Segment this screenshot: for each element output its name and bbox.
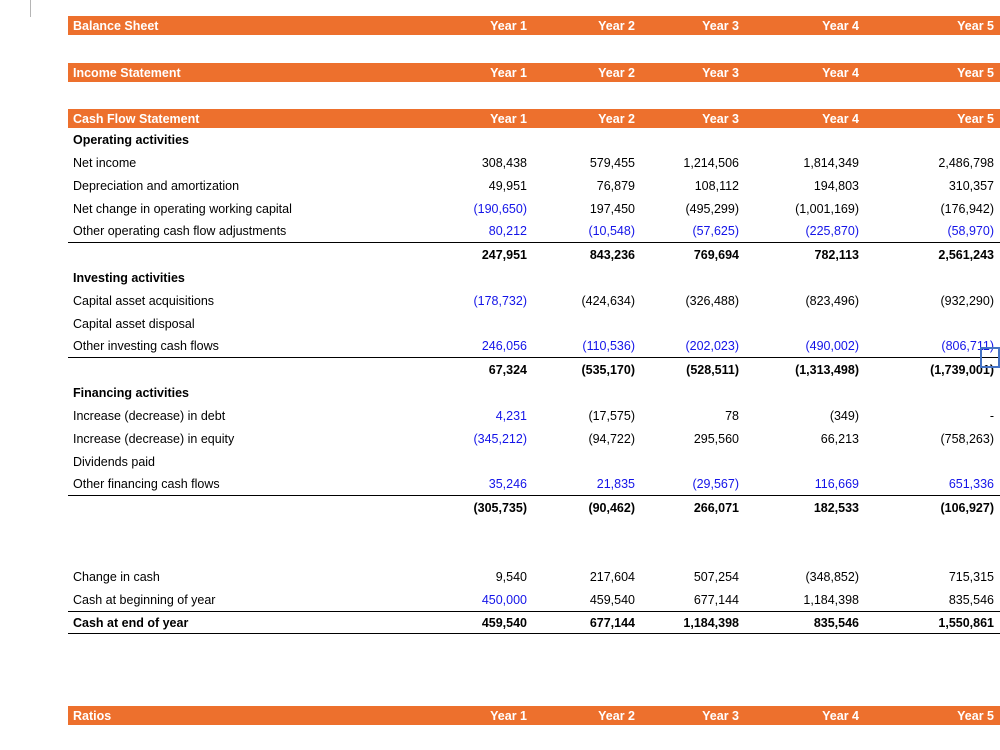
value-cell[interactable]: (29,567) xyxy=(692,477,739,491)
year-2-header[interactable]: Year 2 xyxy=(598,708,635,723)
balance-sheet-header-row xyxy=(68,16,1000,35)
cash-flow-title[interactable]: Cash Flow Statement xyxy=(73,111,200,126)
year-1-header[interactable]: Year 1 xyxy=(490,111,527,126)
value-cell[interactable]: (348,852) xyxy=(805,569,859,584)
year-1-header[interactable]: Year 1 xyxy=(490,65,527,80)
cash-flow-row xyxy=(68,289,1000,312)
cash-flow-row xyxy=(68,588,1000,611)
ratios-title[interactable]: Ratios xyxy=(73,708,112,723)
row-label-cell[interactable]: Investing activities xyxy=(73,270,185,285)
value-cell[interactable]: (349) xyxy=(829,408,859,423)
row-label-cell[interactable]: Increase (decrease) in equity xyxy=(73,431,235,446)
row-label-cell[interactable]: Dividends paid xyxy=(73,454,155,469)
year-1-header[interactable]: Year 1 xyxy=(490,18,527,33)
value-cell[interactable]: (932,290) xyxy=(940,293,994,308)
value-cell[interactable]: (202,023) xyxy=(685,339,739,353)
row-label-cell[interactable]: Capital asset acquisitions xyxy=(73,293,215,308)
value-cell[interactable]: (1,001,169) xyxy=(795,201,859,216)
value-cell[interactable]: (58,970) xyxy=(947,224,994,238)
value-cell[interactable]: 1,184,398 xyxy=(683,615,739,630)
balance-sheet-title[interactable]: Balance Sheet xyxy=(73,18,159,33)
value-cell[interactable]: - xyxy=(989,408,994,423)
year-3-header[interactable]: Year 3 xyxy=(702,111,739,126)
row-label-cell[interactable]: Net change in operating working capital xyxy=(73,201,292,216)
value-cell[interactable]: 769,694 xyxy=(693,247,739,262)
year-4-header[interactable]: Year 4 xyxy=(822,65,859,80)
row-label-cell[interactable]: Operating activities xyxy=(73,132,190,147)
row-label-cell[interactable]: Financing activities xyxy=(73,385,190,400)
value-cell[interactable]: (110,536) xyxy=(582,339,635,353)
value-cell[interactable]: 715,315 xyxy=(948,569,994,584)
value-cell[interactable]: 459,540 xyxy=(481,615,527,630)
ratios-header-row xyxy=(68,706,1000,725)
value-cell[interactable]: 197,450 xyxy=(589,201,635,216)
value-cell[interactable]: 247,951 xyxy=(481,247,527,262)
year-1-header[interactable]: Year 1 xyxy=(490,708,527,723)
value-cell[interactable]: 450,000 xyxy=(481,592,527,607)
value-cell[interactable]: (345,212) xyxy=(473,431,527,446)
cash-flow-row xyxy=(68,312,1000,335)
value-cell[interactable]: (225,870) xyxy=(805,224,859,238)
value-cell[interactable]: 310,357 xyxy=(948,178,994,193)
value-cell[interactable]: (94,722) xyxy=(588,431,635,446)
value-cell[interactable]: 843,236 xyxy=(589,247,635,262)
value-cell[interactable]: 1,814,349 xyxy=(803,155,859,170)
value-cell[interactable]: 78 xyxy=(725,408,739,423)
value-cell[interactable]: (823,496) xyxy=(805,293,859,308)
value-cell[interactable]: (490,002) xyxy=(805,339,859,353)
year-4-header[interactable]: Year 4 xyxy=(822,708,859,723)
value-cell[interactable]: 782,113 xyxy=(814,247,859,262)
cash-flow-row xyxy=(68,519,1000,542)
value-cell[interactable]: 2,486,798 xyxy=(938,155,994,170)
value-cell[interactable]: (176,942) xyxy=(940,201,994,216)
value-cell[interactable]: 246,056 xyxy=(481,339,527,353)
value-cell[interactable]: 579,455 xyxy=(589,155,635,170)
year-4-header[interactable]: Year 4 xyxy=(822,111,859,126)
value-cell[interactable]: 1,550,861 xyxy=(938,615,994,630)
row-label-cell[interactable]: Net income xyxy=(73,155,137,170)
year-5-header[interactable]: Year 5 xyxy=(957,18,994,33)
income-statement-title[interactable]: Income Statement xyxy=(73,65,181,80)
year-2-header[interactable]: Year 2 xyxy=(598,18,635,33)
value-cell[interactable]: 677,144 xyxy=(693,592,739,607)
value-cell[interactable]: 66,213 xyxy=(820,431,859,446)
cash-flow-row xyxy=(68,565,1000,588)
cash-flow-header-row xyxy=(68,109,1000,128)
year-5-header[interactable]: Year 5 xyxy=(957,65,994,80)
row-label-cell[interactable]: Other operating cash flow adjustments xyxy=(73,224,287,238)
row-label-cell[interactable]: Cash at beginning of year xyxy=(73,592,216,607)
value-cell[interactable]: 507,254 xyxy=(693,569,739,584)
value-cell[interactable]: 76,879 xyxy=(596,178,635,193)
value-cell[interactable]: (758,263) xyxy=(940,431,994,446)
row-label-cell[interactable]: Other financing cash flows xyxy=(73,477,220,491)
value-cell[interactable]: (1,739,001) xyxy=(930,362,994,377)
value-cell[interactable]: 835,546 xyxy=(813,615,859,630)
cash-flow-row xyxy=(68,174,1000,197)
value-cell[interactable]: 1,214,506 xyxy=(683,155,739,170)
value-cell[interactable]: 677,144 xyxy=(589,615,635,630)
value-cell[interactable]: (190,650) xyxy=(473,201,527,216)
year-5-header[interactable]: Year 5 xyxy=(957,111,994,126)
value-cell[interactable]: (178,732) xyxy=(473,293,527,308)
cash-flow-row xyxy=(68,151,1000,174)
value-cell[interactable]: (806,711) xyxy=(941,339,994,353)
row-label-cell[interactable]: Change in cash xyxy=(73,569,160,584)
value-cell[interactable]: 4,231 xyxy=(495,408,527,423)
value-cell[interactable]: 21,835 xyxy=(596,477,635,491)
cash-flow-row xyxy=(68,358,1000,381)
value-cell[interactable]: 194,803 xyxy=(813,178,859,193)
value-cell[interactable]: 308,438 xyxy=(481,155,527,170)
value-cell[interactable]: 217,604 xyxy=(589,569,635,584)
cash-flow-row xyxy=(68,243,1000,266)
cash-flow-row xyxy=(68,266,1000,289)
value-cell[interactable]: 266,071 xyxy=(693,500,739,515)
row-label-cell[interactable]: Cash at end of year xyxy=(73,615,189,630)
year-3-header[interactable]: Year 3 xyxy=(702,708,739,723)
cash-flow-row xyxy=(68,128,1000,151)
value-cell[interactable]: 182,533 xyxy=(813,500,859,515)
value-cell[interactable]: (326,488) xyxy=(685,293,739,308)
cash-flow-row xyxy=(68,611,1000,634)
year-3-header[interactable]: Year 3 xyxy=(702,65,739,80)
active-cell-cursor[interactable] xyxy=(980,347,1000,368)
cash-flow-row xyxy=(68,404,1000,427)
cash-flow-row xyxy=(68,473,1000,496)
income-statement-header-row xyxy=(68,63,1000,82)
cash-flow-row xyxy=(68,542,1000,565)
value-cell[interactable]: 459,540 xyxy=(589,592,635,607)
row-label-cell[interactable]: Other investing cash flows xyxy=(73,339,219,353)
value-cell[interactable]: 116,669 xyxy=(814,477,859,491)
row-label-cell[interactable]: Depreciation and amortization xyxy=(73,178,240,193)
value-cell[interactable]: 295,560 xyxy=(693,431,739,446)
row-label-cell[interactable]: Capital asset disposal xyxy=(73,316,195,331)
cash-flow-row xyxy=(68,496,1000,519)
value-cell[interactable]: 651,336 xyxy=(948,477,994,491)
cash-flow-row xyxy=(68,450,1000,473)
year-2-header[interactable]: Year 2 xyxy=(598,111,635,126)
value-cell[interactable]: (1,313,498) xyxy=(795,362,859,377)
year-4-header[interactable]: Year 4 xyxy=(822,18,859,33)
value-cell[interactable]: (424,634) xyxy=(581,293,635,308)
value-cell[interactable]: (528,511) xyxy=(686,362,739,377)
value-cell[interactable]: (17,575) xyxy=(588,408,635,423)
value-cell[interactable]: 108,112 xyxy=(694,178,739,193)
value-cell[interactable]: 2,561,243 xyxy=(938,247,994,262)
value-cell[interactable]: (90,462) xyxy=(588,500,635,515)
year-3-header[interactable]: Year 3 xyxy=(702,18,739,33)
value-cell[interactable]: (305,735) xyxy=(473,500,527,515)
value-cell[interactable]: 1,184,398 xyxy=(803,592,859,607)
value-cell[interactable]: (57,625) xyxy=(692,224,739,238)
value-cell[interactable]: 80,212 xyxy=(488,224,527,238)
value-cell[interactable]: (10,548) xyxy=(588,224,635,238)
value-cell[interactable]: 35,246 xyxy=(488,477,527,491)
cash-flow-table xyxy=(68,128,1000,634)
cash-flow-row xyxy=(68,335,1000,358)
cash-flow-row xyxy=(68,381,1000,404)
value-cell[interactable]: 9,540 xyxy=(495,569,527,584)
year-2-header[interactable]: Year 2 xyxy=(598,65,635,80)
cash-flow-row xyxy=(68,220,1000,243)
year-5-header[interactable]: Year 5 xyxy=(957,708,994,723)
row-label-cell[interactable]: Increase (decrease) in debt xyxy=(73,408,226,423)
value-cell[interactable]: (535,170) xyxy=(581,362,635,377)
frozen-pane-gridline xyxy=(30,0,31,17)
cash-flow-row xyxy=(68,197,1000,220)
value-cell[interactable]: 49,951 xyxy=(488,178,527,193)
value-cell[interactable]: 67,324 xyxy=(488,362,527,377)
cash-flow-row xyxy=(68,427,1000,450)
value-cell[interactable]: 835,546 xyxy=(948,592,994,607)
value-cell[interactable]: (495,299) xyxy=(685,201,739,216)
value-cell[interactable]: (106,927) xyxy=(940,500,994,515)
